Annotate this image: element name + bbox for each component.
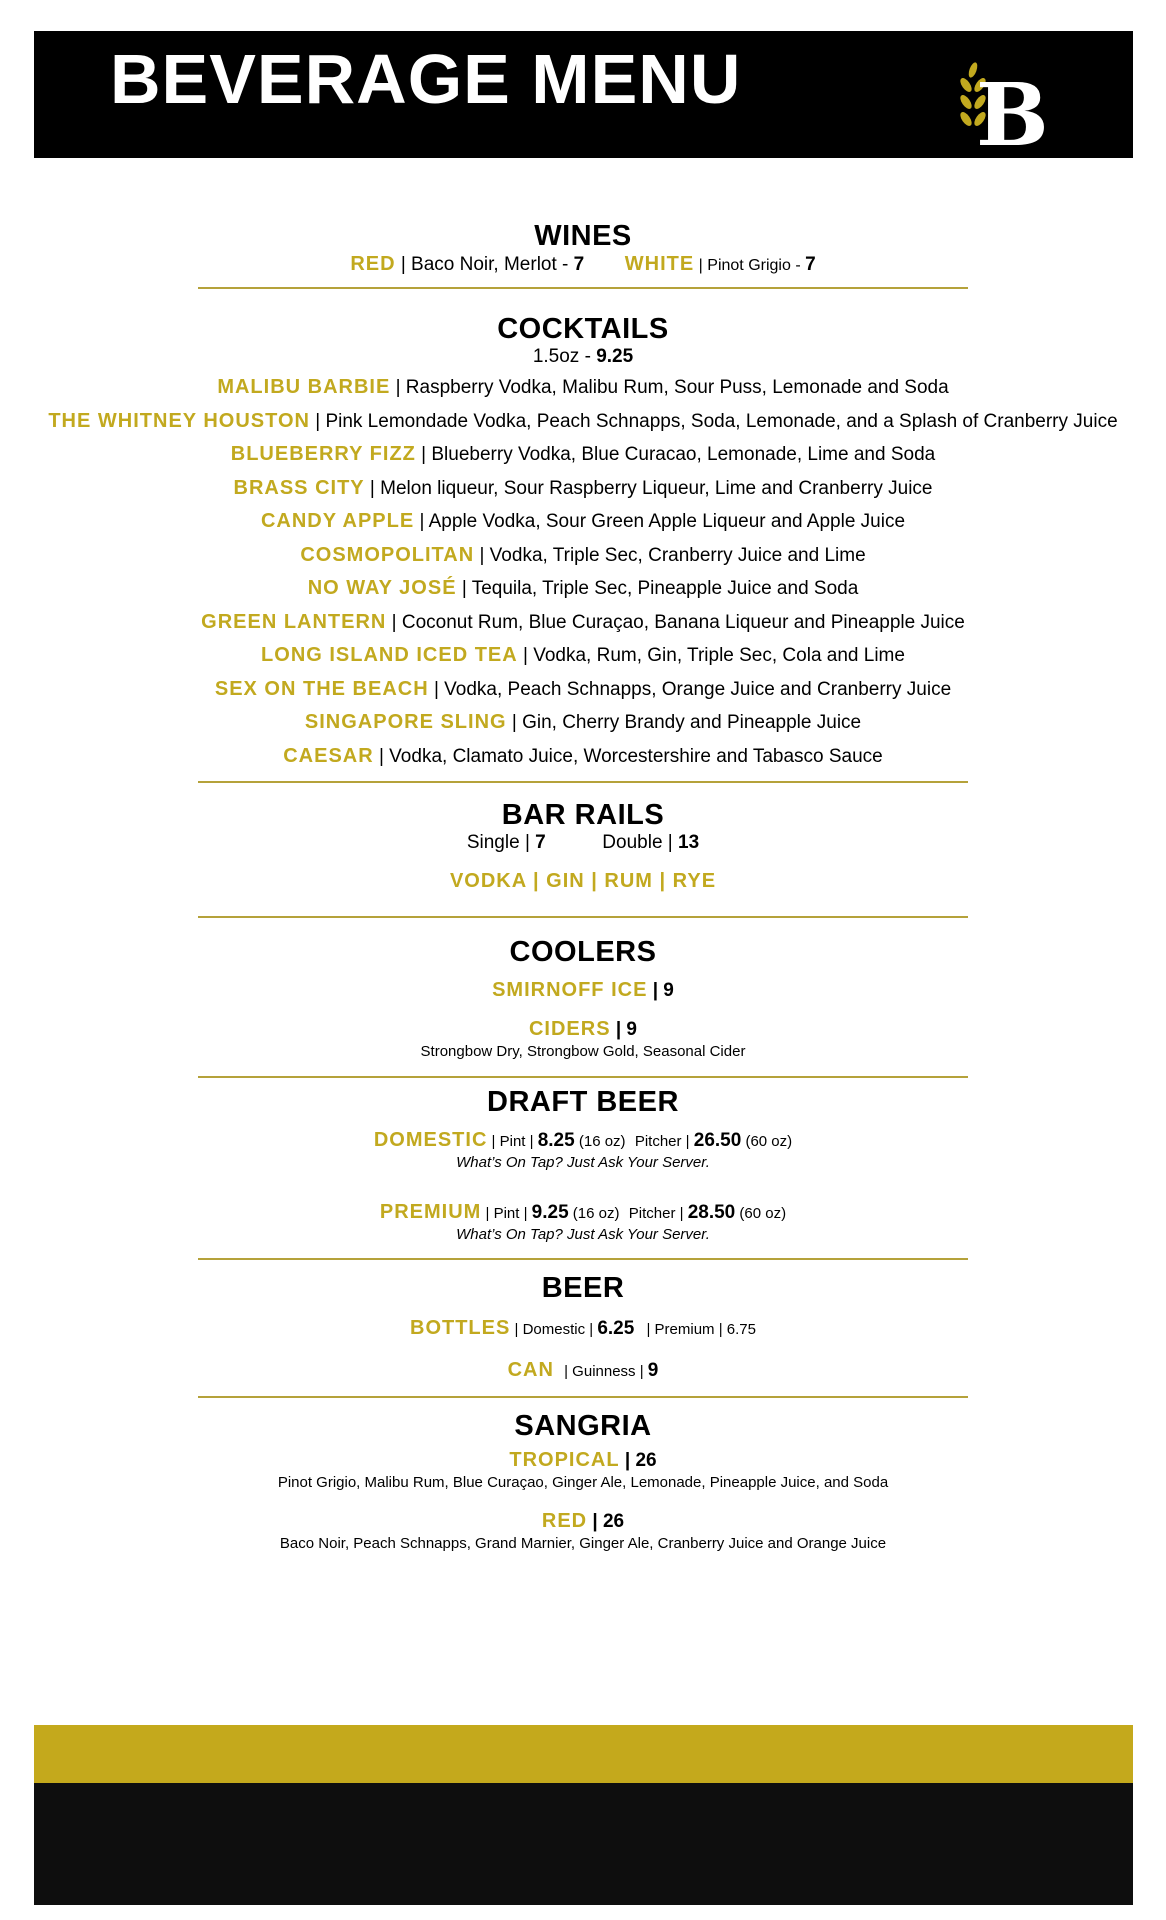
- cocktail-desc: | Tequila, Triple Sec, Pineapple Juice and Soda: [456, 578, 859, 599]
- domestic-note: What’s On Tap? Just Ask Your Server.: [456, 1153, 710, 1171]
- cocktail-desc: | Apple Vodka, Sour Green Apple Liqueur and Apple Juice: [414, 511, 906, 532]
- list-item: [0, 509, 1166, 534]
- white-wine-items: | Pinot Grigio -: [694, 257, 806, 274]
- red-sangria-desc: Baco Noir, Peach Schnapps, Grand Marnier, Ginger Ale, Cranberry Juice and Orange Juice: [279, 1534, 887, 1552]
- red-wine-price: 7: [573, 254, 585, 275]
- domestic-bottle-price: 6.25: [597, 1317, 635, 1339]
- list-item: [0, 375, 1166, 400]
- tropical-line: [0, 1448, 1166, 1473]
- footer-gold-band: [34, 1725, 1133, 1783]
- ciders-desc: Strongbow Dry, Strongbow Gold, Seasonal Cider: [420, 1042, 746, 1060]
- can-label: CAN: [507, 1358, 554, 1381]
- pint-price: 8.25: [537, 1129, 575, 1151]
- cocktail-name: THE WHITNEY HOUSTON: [48, 409, 310, 432]
- cocktail-name: CAESAR: [283, 744, 374, 767]
- svg-text:B: B: [976, 65, 1049, 166]
- bottles-label: BOTTLES: [410, 1316, 511, 1339]
- bar-rails-heading: BAR RAILS: [501, 798, 665, 831]
- wheat-b-logo-icon: [960, 60, 1049, 166]
- tropical-price: | 26: [619, 1449, 657, 1471]
- list-item: [0, 677, 1166, 702]
- sangria-heading: SANGRIA: [514, 1409, 652, 1442]
- footer-black-band: [34, 1783, 1133, 1905]
- menu-title: BEVERAGE MENU: [110, 40, 742, 118]
- white-wine-label: WHITE: [624, 253, 695, 275]
- pint-label: | Pint |: [481, 1204, 532, 1222]
- pitcher-price: 28.50: [687, 1201, 736, 1223]
- cocktail-name: SEX ON THE BEACH: [214, 677, 429, 700]
- single-label: Single |: [466, 831, 536, 853]
- cocktail-desc: | Vodka, Peach Schnapps, Orange Juice and Cranberry Juice: [428, 678, 952, 700]
- premium-draft-line: [0, 1200, 1166, 1226]
- cocktail-name: LONG ISLAND ICED TEA: [261, 644, 518, 666]
- beer-heading: BEER: [541, 1271, 625, 1304]
- list-item: [0, 643, 1166, 668]
- divider: [198, 916, 968, 918]
- premium-bottle-label: | Premium | 6.75: [642, 1320, 756, 1338]
- cocktail-name: BLUEBERRY FIZZ: [230, 443, 416, 465]
- menu-content: [0, 215, 1166, 1554]
- red-wine-label: RED: [350, 253, 396, 275]
- cocktail-name: NO WAY JOSÉ: [307, 577, 457, 599]
- divider: [198, 781, 968, 783]
- premium-label: PREMIUM: [379, 1200, 482, 1223]
- cocktails-size: 1.5oz -: [532, 346, 597, 367]
- cocktail-name: MALIBU BARBIE: [217, 376, 391, 398]
- cocktail-name: SINGAPORE SLING: [304, 711, 507, 733]
- can-desc: | Guinness |: [559, 1362, 648, 1380]
- pint-size: (16 oz): [574, 1132, 626, 1150]
- ciders-price: | 9: [610, 1018, 638, 1040]
- cocktails-price: 9.25: [596, 346, 634, 367]
- domestic-bottle-label: | Domestic |: [510, 1320, 598, 1338]
- white-wine-price: 7: [805, 254, 816, 275]
- double-price: 13: [678, 831, 700, 853]
- cocktail-desc: | Vodka, Rum, Gin, Triple Sec, Cola and Lime: [517, 645, 905, 666]
- list-item: [0, 744, 1166, 769]
- pitcher-size: (60 oz): [741, 1132, 793, 1150]
- pitcher-label: Pitcher |: [628, 1204, 688, 1222]
- can-price: 9: [647, 1359, 659, 1381]
- red-wine-items: | Baco Noir, Merlot -: [395, 254, 574, 275]
- premium-note: What’s On Tap? Just Ask Your Server.: [456, 1225, 710, 1243]
- smirnoff-label: SMIRNOFF ICE: [492, 978, 648, 1001]
- wines-heading: WINES: [534, 220, 632, 252]
- list-item: [0, 543, 1166, 568]
- cocktail-name: GREEN LANTERN: [201, 610, 387, 633]
- cocktails-price-line: [0, 345, 1166, 369]
- bar-rails-spirits: [0, 869, 1166, 894]
- list-item: [0, 576, 1166, 601]
- divider: [198, 1258, 968, 1260]
- domestic-label: DOMESTIC: [373, 1128, 488, 1151]
- domestic-draft-line: [0, 1128, 1166, 1154]
- cocktails-heading: COCKTAILS: [497, 313, 669, 345]
- cocktail-desc: | Coconut Rum, Blue Curaçao, Banana Liqueur and Pineapple Juice: [386, 611, 965, 633]
- bottles-line: [0, 1316, 1166, 1342]
- divider: [198, 287, 968, 289]
- pitcher-price: 26.50: [693, 1129, 742, 1151]
- list-item: [0, 409, 1166, 434]
- can-line: [0, 1358, 1166, 1384]
- tropical-label: TROPICAL: [509, 1448, 620, 1471]
- red-sangria-price: | 26: [587, 1510, 625, 1532]
- draft-beer-heading: DRAFT BEER: [487, 1085, 679, 1118]
- divider: [198, 1396, 968, 1398]
- cocktail-desc: | Pink Lemondade Vodka, Peach Schnapps, Soda, Lemonade, and a Splash of Cranberry Juice: [309, 410, 1118, 432]
- wines-line: [0, 252, 1166, 277]
- cocktail-name: CANDY APPLE: [260, 510, 415, 532]
- cocktail-desc: | Raspberry Vodka, Malibu Rum, Sour Puss, Lemonade and Soda: [390, 377, 949, 398]
- red-sangria-label: RED: [541, 1509, 588, 1532]
- cocktail-name: BRASS CITY: [233, 476, 365, 499]
- divider: [198, 1076, 968, 1078]
- pitcher-label: Pitcher |: [634, 1132, 694, 1150]
- pitcher-size: (60 oz): [735, 1204, 787, 1222]
- cocktail-desc: | Gin, Cherry Brandy and Pineapple Juice: [506, 712, 862, 733]
- coolers-heading: COOLERS: [509, 935, 657, 968]
- cocktail-desc: | Vodka, Triple Sec, Cranberry Juice and Lime: [474, 544, 866, 566]
- red-sangria-line: [0, 1509, 1166, 1534]
- list-item: [0, 710, 1166, 735]
- list-item: [0, 442, 1166, 467]
- pint-label: | Pint |: [487, 1132, 538, 1150]
- bar-rails-prices: [0, 831, 1166, 855]
- ciders-line: [0, 1017, 1166, 1042]
- cocktail-name: COSMOPOLITAN: [300, 543, 475, 566]
- list-item: [0, 610, 1166, 635]
- cocktail-desc: | Melon liqueur, Sour Raspberry Liqueur, Lime and Cranberry Juice: [364, 477, 933, 499]
- ciders-label: CIDERS: [528, 1017, 611, 1040]
- list-item: [0, 476, 1166, 501]
- spirits-list: VODKA | GIN | RUM | RYE: [449, 869, 717, 892]
- pint-price: 9.25: [531, 1201, 569, 1223]
- single-price: 7: [535, 831, 546, 853]
- double-label: Double |: [602, 831, 678, 853]
- cocktail-desc: | Vodka, Clamato Juice, Worcestershire and Tabasco Sauce: [373, 745, 883, 767]
- smirnoff-line: [0, 978, 1166, 1003]
- pint-size: (16 oz): [568, 1204, 620, 1222]
- cocktail-desc: | Blueberry Vodka, Blue Curacao, Lemonade, Lime and Soda: [415, 444, 936, 465]
- tropical-desc: Pinot Grigio, Malibu Rum, Blue Curaçao, Ginger Ale, Lemonade, Pineapple Juice, and Soda: [277, 1473, 889, 1491]
- smirnoff-price: | 9: [647, 979, 674, 1001]
